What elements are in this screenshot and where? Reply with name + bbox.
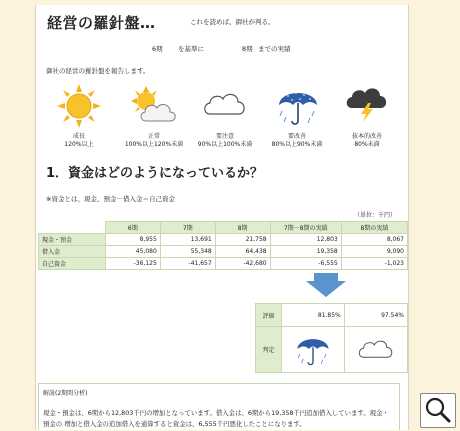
judgment-cell xyxy=(282,327,345,373)
table-row xyxy=(256,327,408,373)
cloud-icon xyxy=(202,89,248,119)
section-title: 1．資金はどのようになっているか？ xyxy=(46,166,264,181)
row-label: 判定 xyxy=(256,327,282,373)
zoom-button[interactable] xyxy=(420,393,456,428)
legend-range: 80%未満 xyxy=(354,141,380,148)
table-cell: -41,657 xyxy=(160,258,215,270)
commentary-box xyxy=(38,383,400,430)
row-label: 自己資金 xyxy=(39,258,106,270)
cloud-icon xyxy=(357,336,395,362)
umbrella-rain-icon xyxy=(276,81,320,129)
table-cell: 13,691 xyxy=(160,234,215,246)
column-header: 7期－8期の実績 xyxy=(270,222,341,234)
magnifier-icon xyxy=(421,394,455,427)
table-corner xyxy=(39,222,106,234)
from-period: 6期 xyxy=(152,45,163,53)
table-cell: 19,358 xyxy=(270,246,341,258)
table-cell: -1,023 xyxy=(341,258,407,270)
table-cell: 12,803 xyxy=(270,234,341,246)
table-row xyxy=(39,258,408,270)
to-period-label: までの実績 xyxy=(258,45,291,53)
evaluation-table xyxy=(255,303,408,373)
table-cell: 55,348 xyxy=(160,246,215,258)
page-title: 経営の羅針盤… xyxy=(47,14,156,32)
unit-note: （単位：千円） xyxy=(354,212,397,219)
row-label: 評価 xyxy=(256,304,282,327)
from-period-label: を基準に xyxy=(178,45,204,53)
table-header-row xyxy=(39,222,408,234)
table-cell: -42,680 xyxy=(215,258,270,270)
thunder-cloud-icon xyxy=(344,83,390,123)
legend-label: 要注意 xyxy=(215,133,234,140)
table-cell: -36,125 xyxy=(105,258,160,270)
table-cell: 8,955 xyxy=(105,234,160,246)
column-header: 7期 xyxy=(160,222,215,234)
legend-range: 120%以上 xyxy=(64,141,94,148)
legend-label: 抜本的改善 xyxy=(351,133,382,140)
legend-range: 100%以上120%未満 xyxy=(124,141,184,148)
column-header: 6期 xyxy=(105,222,160,234)
table-row xyxy=(39,246,408,258)
to-period: 8期 xyxy=(242,45,253,53)
table-row xyxy=(39,234,408,246)
judgment-cell xyxy=(344,327,407,373)
table-row xyxy=(256,304,408,327)
row-label: 現金・預金 xyxy=(39,234,106,246)
row-label: 借入金 xyxy=(39,246,106,258)
legend-label: 成長 xyxy=(72,133,85,140)
column-header: 8期の実績 xyxy=(341,222,407,234)
funds-table xyxy=(38,221,408,270)
legend-label: 要改善 xyxy=(287,133,306,140)
legend-range: 80%以上90%未満 xyxy=(271,141,323,148)
commentary-heading: 解説(2期間分析) xyxy=(43,390,88,397)
score-cell: 81.85% xyxy=(282,304,345,327)
sun-icon xyxy=(56,83,102,129)
commentary-body: 現金・預金は、6期から12,803千円の増加となっています。借入金は、6期から19,358千円追加借入しています。現金・預金の 増加と借入金の追加借入を通算すると資金は、6,555千円悪化したことになります。 xyxy=(43,409,389,428)
score-cell: 97.54% xyxy=(344,304,407,327)
table-cell: 9,090 xyxy=(341,246,407,258)
table-cell: 8,067 xyxy=(341,234,407,246)
legend-range: 90%以上100%未満 xyxy=(197,141,253,148)
formula-note: ※資金とは、現金、預金－借入金＝自己資金 xyxy=(46,195,175,203)
table-cell: 64,438 xyxy=(215,246,270,258)
down-arrow-icon xyxy=(306,273,346,297)
column-header: 8期 xyxy=(215,222,270,234)
table-cell: 45,080 xyxy=(105,246,160,258)
legend-label: 正常 xyxy=(147,133,160,140)
sun-cloud-icon xyxy=(128,85,180,129)
umbrella-rain-icon xyxy=(295,329,331,369)
intro-text: 御社の経営の羅針盤を報告します。 xyxy=(46,67,150,75)
table-cell: 21,758 xyxy=(215,234,270,246)
report-page xyxy=(35,5,409,430)
page-subtitle: これを読めば、御社が判る。 xyxy=(190,18,275,26)
table-cell: -6,555 xyxy=(270,258,341,270)
